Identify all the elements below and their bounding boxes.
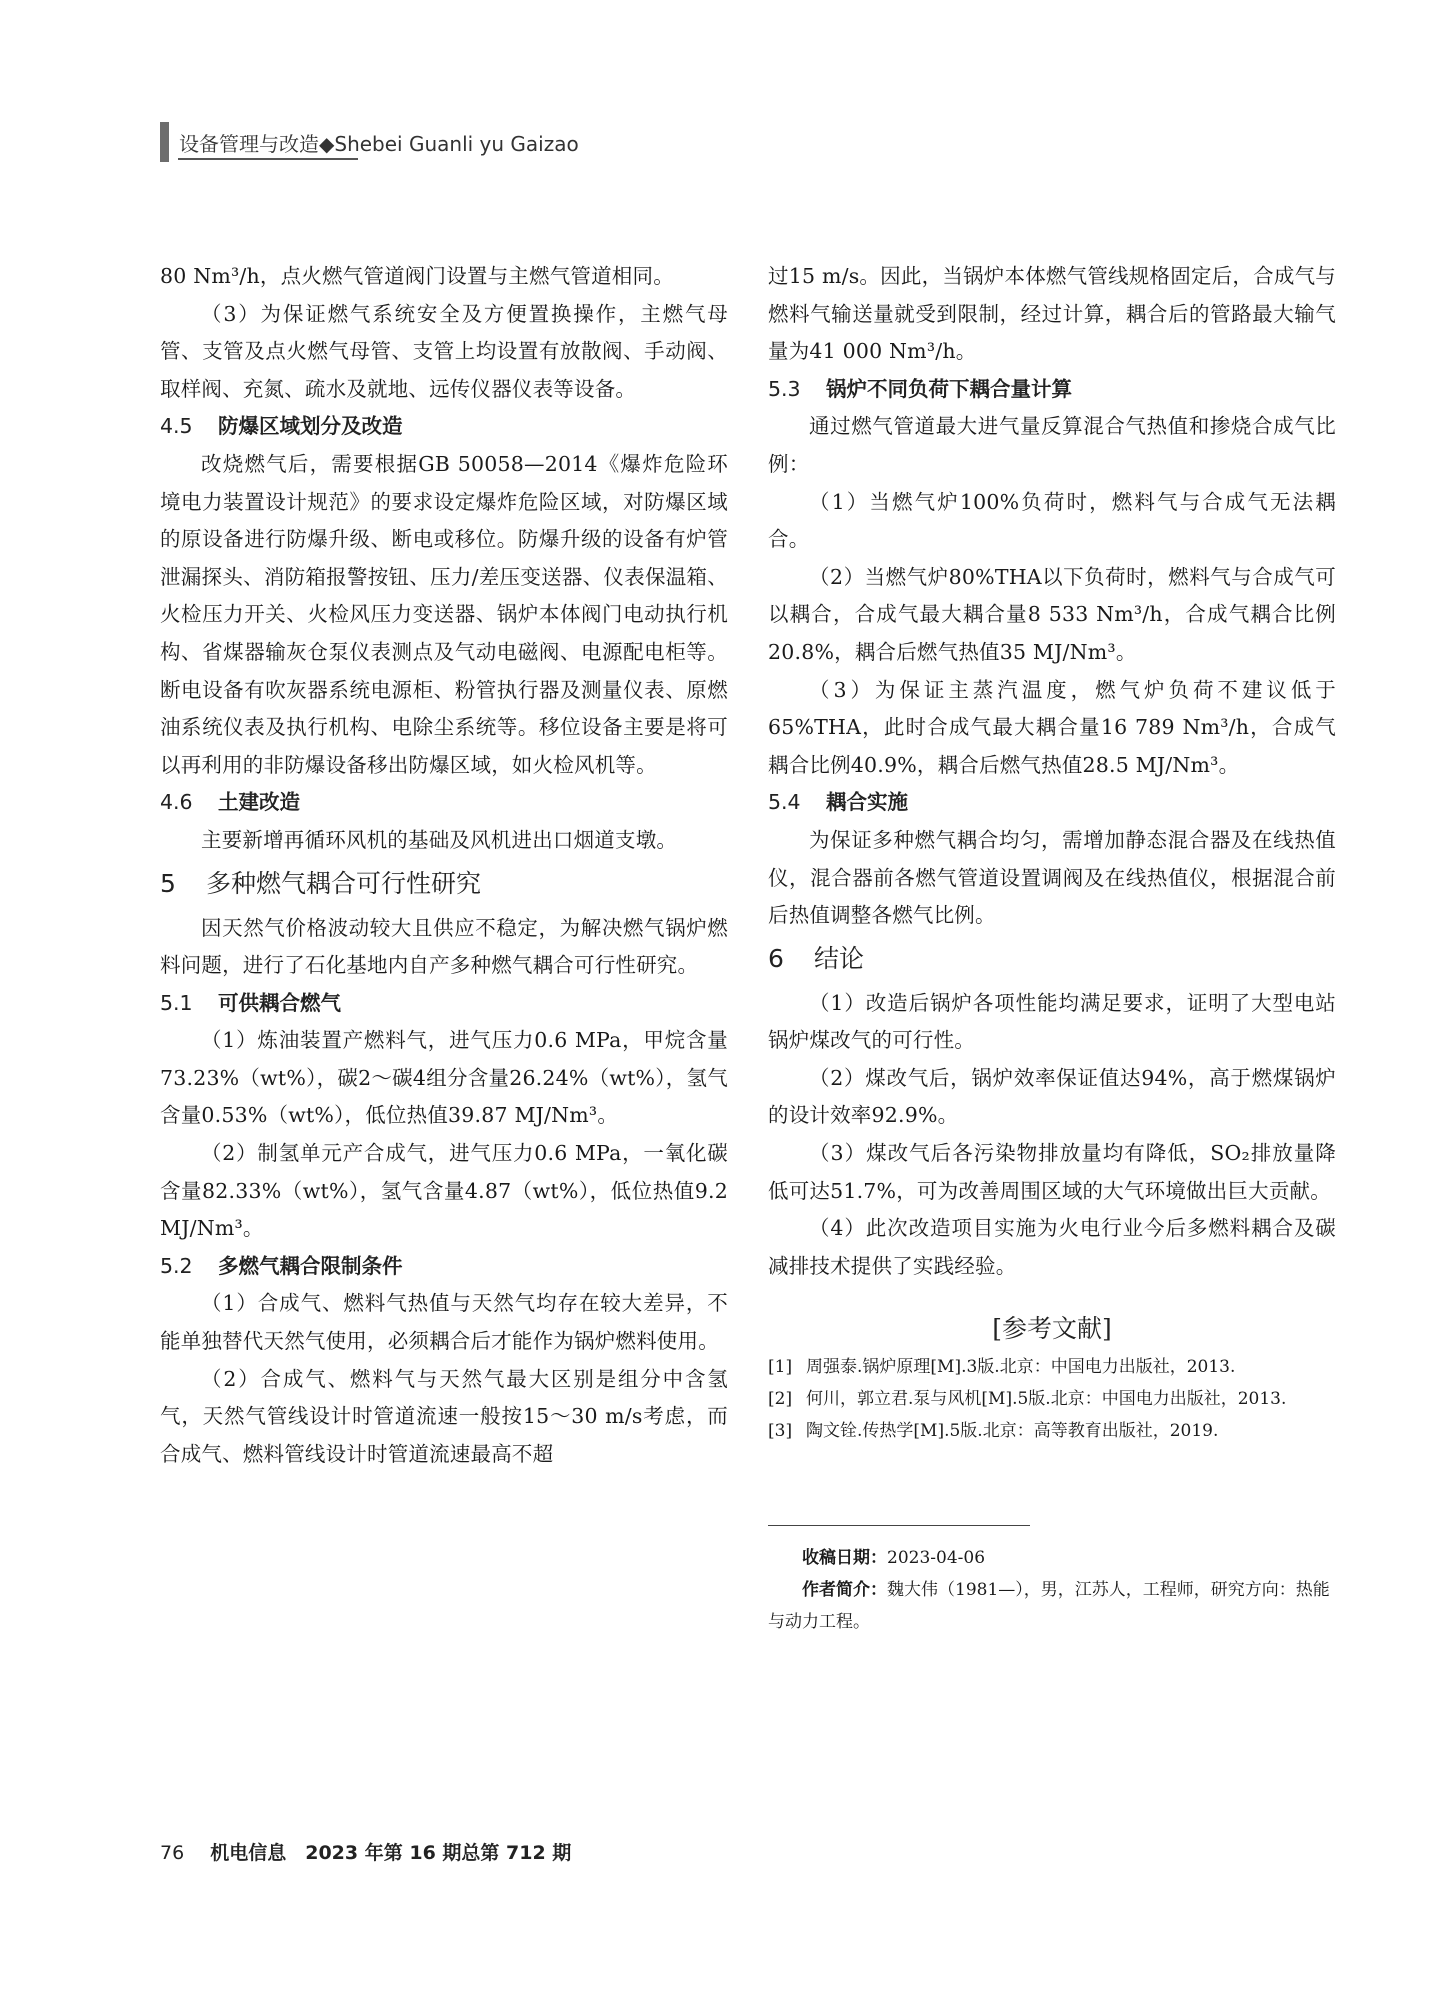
paragraph: 过15 m/s。因此，当锅炉本体燃气管线规格固定后，合成气与燃料气输送量就受到限制，经过计算，耦合后的管路最大输气量为41 000 Nm³/h。 <box>768 264 1336 364</box>
paragraph: （1）合成气、燃料气热值与天然气均存在较大差异，不能单独替代天然气使用，必须耦合后才能作为锅炉燃料使用。 <box>160 1291 728 1354</box>
header-title: 设备管理与改造◆Shebei Guanli yu Gaizao <box>179 131 579 156</box>
section-title: 结论 <box>814 943 865 973</box>
paragraph: （1）炼油装置产燃料气，进气压力0.6 MPa，甲烷含量73.23%（wt%），碳2～碳4组分含量26.24%（wt%），氢气含量0.53%（wt%），低位热值39.87 MJ/Nm³。 <box>160 1028 728 1128</box>
paragraph: 改烧燃气后，需要根据GB 50058—2014《爆炸危险环境电力装置设计规范》的要求设定爆炸危险区域，对防爆区域的原设备进行防爆升级、断电或移位。防爆升级的设备有炉管泄漏探头、消防箱报警按钮、压力/差压变送器、仪表保温箱、火检压力开关、火检风压力变送器、锅炉本体阀门电动执行机构、省煤器输灰仓泵仪表测点及气动电磁阀、电源配电柜等。断电设备有吹灰器系统电源柜、粉管执行器及测量仪表、原燃油系统仪表及执行机构、电除尘系统等。移位设备主要是将可以再利用的非防爆设备移出防爆区域，如火检风机等。 <box>160 451 728 777</box>
left-column <box>160 258 728 1473</box>
section-title: 土建改造 <box>218 790 300 815</box>
page-number: 76 <box>160 1842 185 1864</box>
page-footer <box>160 1838 571 1865</box>
section-title: 耦合实施 <box>826 790 908 815</box>
section-heading-4-6 <box>160 784 728 822</box>
paragraph: 因天然气价格波动较大且供应不稳定，为解决燃气锅炉燃料问题，进行了石化基地内自产多种燃气耦合可行性研究。 <box>160 915 728 978</box>
paragraph: （2）当燃气炉80%THA以下负荷时，燃料气与合成气可以耦合，合成气最大耦合量8 533 Nm³/h，合成气耦合比例20.8%，耦合后燃气热值35 MJ/Nm³。 <box>768 564 1336 664</box>
reference-text: 周强泰.锅炉原理[M].3版.北京：中国电力出版社，2013. <box>806 1357 1236 1378</box>
reference-number: [2] <box>768 1389 793 1410</box>
section-title: 多种燃气耦合可行性研究 <box>206 868 482 898</box>
reference-number: [3] <box>768 1421 793 1442</box>
section-heading-5 <box>160 864 728 904</box>
paragraph: （3）为保证主蒸汽温度，燃气炉负荷不建议低于65%THA，此时合成气最大耦合量16 789 Nm³/h，合成气耦合比例40.9%，耦合后燃气热值28.5 MJ/Nm³。 <box>768 677 1336 777</box>
paragraph: （1）改造后锅炉各项性能均满足要求，证明了大型电站锅炉煤改气的可行性。 <box>768 990 1336 1053</box>
received-label: 收稿日期： <box>802 1548 887 1569</box>
section-number: 5.3 <box>768 376 801 401</box>
paragraph: （2）合成气、燃料气与天然气最大区别是组分中含氢气，天然气管线设计时管道流速一般按15～30 m/s考虑，而合成气、燃料管线设计时管道流速最高不超 <box>160 1366 728 1466</box>
section-title: 防爆区域划分及改造 <box>218 414 403 439</box>
received-date <box>768 1542 1336 1574</box>
header-rule <box>178 158 358 160</box>
reference-text: 何川，郭立君.泵与风机[M].5版.北京：中国电力出版社，2013. <box>806 1389 1287 1410</box>
section-title: 可供耦合燃气 <box>218 990 341 1015</box>
section-title: 多燃气耦合限制条件 <box>218 1253 403 1278</box>
paragraph: （2）制氢单元产合成气，进气压力0.6 MPa，一氧化碳含量82.33%（wt%），氢气含量4.87（wt%），低位热值9.2 MJ/Nm³。 <box>160 1141 728 1241</box>
section-number: 5.1 <box>160 990 193 1015</box>
section-heading-5-2 <box>160 1248 728 1286</box>
section-heading-6 <box>768 939 1336 979</box>
reference-number: [1] <box>768 1357 793 1378</box>
footnote-rule <box>768 1525 1030 1526</box>
paragraph: 80 Nm³/h，点火燃气管道阀门设置与主燃气管道相同。 <box>160 264 674 288</box>
section-heading-5-1 <box>160 985 728 1023</box>
paragraph: 主要新增再循环风机的基础及风机进出口烟道支墩。 <box>201 827 678 852</box>
header-bar <box>160 122 169 162</box>
journal-issue: 机电信息 2023 年第 16 期总第 712 期 <box>210 1842 572 1864</box>
references-title: [参考文献] <box>992 1314 1112 1344</box>
reference-text: 陶文铨.传热学[M].5版.北京：高等教育出版社，2019. <box>806 1421 1219 1442</box>
section-title: 锅炉不同负荷下耦合量计算 <box>826 376 1072 401</box>
section-number: 4.5 <box>160 414 193 439</box>
paragraph: （4）此次改造项目实施为火电行业今后多燃料耦合及碳减排技术提供了实践经验。 <box>768 1216 1336 1278</box>
author-bio <box>768 1574 1336 1638</box>
received-value: 2023-04-06 <box>887 1548 986 1569</box>
section-number: 5 <box>160 868 176 898</box>
section-number: 5.4 <box>768 790 801 815</box>
paragraph: （3）为保证燃气系统安全及方便置换操作，主燃气母管、支管及点火燃气母管、支管上均设置有放散阀、手动阀、取样阀、充氮、疏水及就地、远传仪器仪表等设备。 <box>160 301 728 401</box>
reference-item <box>768 1415 1336 1447</box>
reference-item <box>768 1351 1336 1383</box>
section-heading-5-3 <box>768 371 1336 409</box>
paragraph: （3）煤改气后各污染物排放量均有降低，SO₂排放量降低可达51.7%，可为改善周围区域的大气环境做出巨大贡献。 <box>768 1141 1336 1203</box>
section-number: 4.6 <box>160 790 193 815</box>
section-number: 6 <box>768 943 784 973</box>
paragraph: 为保证多种燃气耦合均匀，需增加静态混合器及在线热值仪，混合器前各燃气管道设置调阀及在线热值仪，根据混合前后热值调整各燃气比例。 <box>768 827 1336 928</box>
author-value: 魏大伟（1981—），男，江苏人，工程师，研究方向：热能与动力工程。 <box>768 1580 1330 1633</box>
author-label: 作者简介： <box>802 1580 887 1601</box>
reference-item <box>768 1383 1336 1415</box>
right-column <box>768 258 1336 1638</box>
paragraph: 通过燃气管道最大进气量反算混合气热值和掺烧合成气比例： <box>768 414 1336 476</box>
section-heading-5-4 <box>768 784 1336 822</box>
paragraph: （1）当燃气炉100%负荷时，燃料气与合成气无法耦合。 <box>768 489 1336 552</box>
section-heading-4-5 <box>160 408 728 446</box>
paragraph: （2）煤改气后，锅炉效率保证值达94%，高于燃煤锅炉的设计效率92.9%。 <box>768 1065 1336 1128</box>
section-number: 5.2 <box>160 1253 193 1278</box>
running-header <box>160 122 579 162</box>
